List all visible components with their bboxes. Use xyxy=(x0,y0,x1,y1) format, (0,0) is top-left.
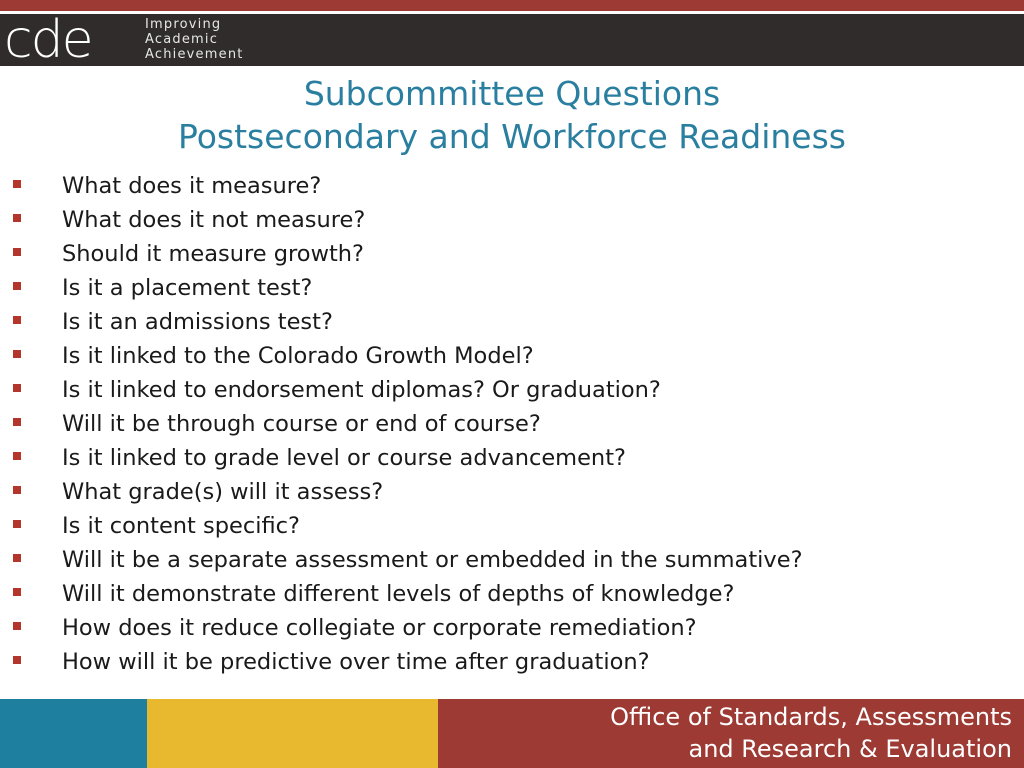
question-item xyxy=(0,373,1024,407)
square-bullet-icon xyxy=(13,656,21,664)
logo-tagline xyxy=(145,17,244,62)
square-bullet-icon xyxy=(13,248,21,256)
square-bullet-icon xyxy=(13,622,21,630)
square-bullet-icon xyxy=(13,486,21,494)
square-bullet-icon xyxy=(13,452,21,460)
question-text: Will it demonstrate different levels of depths of knowledge? xyxy=(62,581,735,607)
square-bullet-icon xyxy=(13,316,21,324)
title-line-2: Postsecondary and Workforce Readiness xyxy=(178,117,846,156)
footer-yellow-block xyxy=(147,699,438,768)
question-item xyxy=(0,475,1024,509)
footer-blue-block xyxy=(0,699,147,768)
title-line-1: Subcommittee Questions xyxy=(303,74,721,113)
question-item xyxy=(0,203,1024,237)
top-accent-bar xyxy=(0,0,1024,11)
question-list xyxy=(0,169,1024,679)
footer-bar xyxy=(0,699,1024,768)
question-item xyxy=(0,169,1024,203)
question-text: Is it linked to endorsement diplomas? Or graduation? xyxy=(62,377,661,403)
question-item xyxy=(0,407,1024,441)
footer-line-1: Office of Standards, Assessments xyxy=(610,703,1012,731)
question-item xyxy=(0,271,1024,305)
square-bullet-icon xyxy=(13,418,21,426)
slide-title xyxy=(0,72,1024,158)
question-item xyxy=(0,339,1024,373)
question-text: Should it measure growth? xyxy=(62,241,364,267)
logo-wordmark: cde xyxy=(4,17,92,63)
footer-office-name xyxy=(610,701,1012,765)
tagline-line-1: Improving xyxy=(145,17,222,32)
question-text: Is it a placement test? xyxy=(62,275,313,301)
question-text: Will it be through course or end of course? xyxy=(62,411,541,437)
question-text: Is it linked to the Colorado Growth Model? xyxy=(62,343,534,369)
question-item xyxy=(0,509,1024,543)
tagline-line-3: Achievement xyxy=(145,47,244,62)
question-text: Is it content specific? xyxy=(62,513,300,539)
square-bullet-icon xyxy=(13,180,21,188)
question-text: Will it be a separate assessment or embedded in the summative? xyxy=(62,547,803,573)
square-bullet-icon xyxy=(13,384,21,392)
question-item xyxy=(0,543,1024,577)
question-text: What grade(s) will it assess? xyxy=(62,479,384,505)
question-text: Is it an admissions test? xyxy=(62,309,333,335)
square-bullet-icon xyxy=(13,214,21,222)
question-item xyxy=(0,645,1024,679)
question-item xyxy=(0,611,1024,645)
question-text: Is it linked to grade level or course advancement? xyxy=(62,445,626,471)
question-text: How does it reduce collegiate or corporate remediation? xyxy=(62,615,697,641)
tagline-line-2: Academic xyxy=(145,32,219,47)
question-item xyxy=(0,237,1024,271)
footer-line-2: and Research & Evaluation xyxy=(688,735,1012,763)
footer-red-block xyxy=(438,699,1024,768)
question-item xyxy=(0,577,1024,611)
question-text: What does it not measure? xyxy=(62,207,366,233)
square-bullet-icon xyxy=(13,520,21,528)
square-bullet-icon xyxy=(13,282,21,290)
cde-logo xyxy=(4,17,132,63)
question-item xyxy=(0,441,1024,475)
question-text: What does it measure? xyxy=(62,173,322,199)
square-bullet-icon xyxy=(13,588,21,596)
square-bullet-icon xyxy=(13,554,21,562)
square-bullet-icon xyxy=(13,350,21,358)
question-text: How will it be predictive over time after graduation? xyxy=(62,649,650,675)
question-item xyxy=(0,305,1024,339)
